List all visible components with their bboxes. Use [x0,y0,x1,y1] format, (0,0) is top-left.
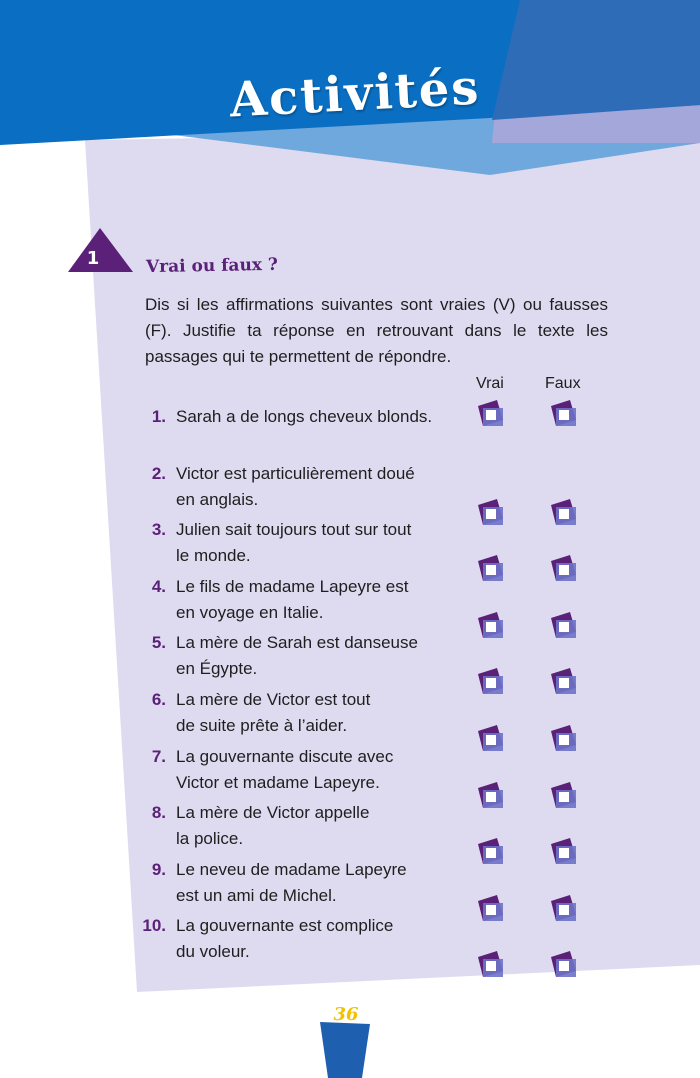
statement-number: 3. [151,520,166,539]
statement-number: 4. [151,577,166,596]
statement-line-2: la police. [176,829,244,848]
checkbox-false[interactable] [548,553,578,583]
statement-text [176,574,446,626]
checkbox-icon [548,398,578,428]
checkbox-true[interactable] [475,949,505,979]
checkbox-icon [475,553,505,583]
checkbox-icon [548,780,578,810]
page-number-tab [320,1022,370,1078]
statement-text [176,687,446,739]
exercise-title: Vrai ou faux ? [145,254,279,278]
checkbox-true[interactable] [475,666,505,696]
checkbox-false[interactable] [548,836,578,866]
statement-line-2: Victor et madame Lapeyre. [176,773,380,792]
checkbox-icon [548,836,578,866]
checkbox-icon [475,398,505,428]
statement-line-1: Le neveu de madame Lapeyre [176,860,407,879]
checkbox-true[interactable] [475,553,505,583]
statement-line-2: est un ami de Michel. [176,886,337,905]
checkbox-icon [475,836,505,866]
statement-line-2: en anglais. [176,490,259,509]
checkbox-icon [548,723,578,753]
statement-line-2: de suite prête à l’aider. [176,716,348,735]
statement-number: 10. [142,916,166,935]
checkbox-false[interactable] [548,893,578,923]
statement-number: 1. [151,407,166,426]
statement-line-1: Le fils de madame Lapeyre est [176,577,409,596]
checkbox-icon [475,610,505,640]
checkbox-false[interactable] [548,666,578,696]
checkbox-true[interactable] [475,610,505,640]
statement-text [176,913,446,965]
checkbox-false[interactable] [548,949,578,979]
statement-number: 2. [151,464,166,483]
exercise-number: 1 [86,248,100,269]
statement-text [176,630,446,682]
statement-line-1: Sarah a de longs cheveux blonds. [176,407,433,426]
statement-line-2: en voyage en Italie. [176,603,324,622]
statement-line-1: La gouvernante est complice [176,916,394,935]
checkbox-icon [475,780,505,810]
statement-text [176,857,446,909]
checkbox-icon [548,553,578,583]
statement-text [176,517,446,569]
statement-line-1: Julien sait toujours tout sur tout [176,520,412,539]
checkbox-false[interactable] [548,780,578,810]
checkbox-true[interactable] [475,398,505,428]
statement-number: 6. [151,690,166,709]
statement-line-1: La mère de Victor appelle [176,803,370,822]
checkbox-true[interactable] [475,893,505,923]
statement-text [176,800,446,852]
checkbox-icon [548,497,578,527]
checkbox-icon [548,893,578,923]
checkbox-true[interactable] [475,723,505,753]
statement-number: 9. [151,860,166,879]
column-header-true: Vrai [476,375,504,392]
statement-line-1: Victor est particulièrement doué [176,464,415,483]
statement-line-2: le monde. [176,546,251,565]
page-title: Activités [228,59,482,129]
statement-text [176,404,446,430]
checkbox-icon [475,949,505,979]
checkbox-false[interactable] [548,398,578,428]
statement-text [176,744,446,796]
checkbox-true[interactable] [475,836,505,866]
checkbox-true[interactable] [475,780,505,810]
checkbox-false[interactable] [548,610,578,640]
statement-line-1: La mère de Sarah est danseuse [176,633,418,652]
statement-line-2: en Égypte. [176,659,258,678]
checkbox-icon [548,610,578,640]
statement-text [176,461,446,513]
checkbox-icon [475,497,505,527]
checkbox-icon [548,949,578,979]
checkbox-icon [475,893,505,923]
checkbox-icon [548,666,578,696]
column-header-false: Faux [545,375,581,392]
checkbox-icon [475,666,505,696]
statement-line-2: du voleur. [176,942,250,961]
statement-number: 8. [151,803,166,822]
statement-number: 7. [151,747,166,766]
statement-line-1: La gouvernante discute avec [176,747,394,766]
exercise-instructions: Dis si les affirmations suivantes sont vraies (V) ou fausses (F). Justifie ta réponse en retrouvant dans le texte les passages qui te permettent de répondre. [145,295,608,366]
page-number: 36 [333,1004,359,1025]
checkbox-false[interactable] [548,497,578,527]
checkbox-false[interactable] [548,723,578,753]
checkbox-icon [475,723,505,753]
statement-line-1: La mère de Victor est tout [176,690,371,709]
statement-number: 5. [151,633,166,652]
checkbox-true[interactable] [475,497,505,527]
